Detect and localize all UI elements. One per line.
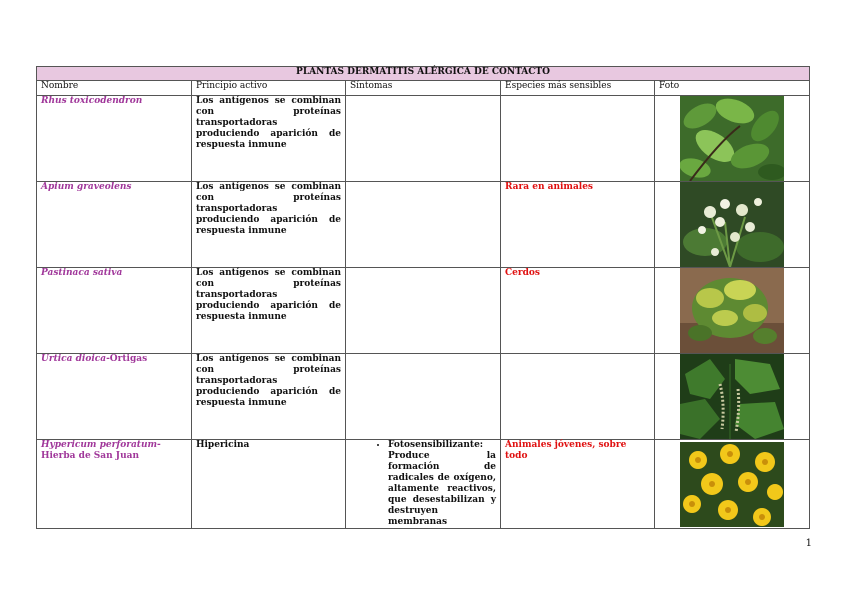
plant-name [37, 354, 192, 440]
plant-name-scientific: Urtica dioica [41, 354, 107, 364]
table-title: PLANTAS DERMATITIS ALÉRGICA DE CONTACTO [37, 67, 810, 81]
sensitive-species [501, 354, 655, 440]
photo-cell [655, 268, 810, 354]
active-principle: Los antígenos se combinan con proteínas transportadoras produciendo aparición de respuesta inmune [192, 268, 346, 354]
plant-name-common: -Hierba de San Juan [41, 440, 161, 461]
active-principle: Los antígenos se combinan con proteínas transportadoras produciendo aparición de respuesta inmune [192, 182, 346, 268]
active-principle: Hipericina [192, 440, 346, 529]
plant-name-scientific: Pastinaca sativa [41, 268, 123, 278]
plants-table [36, 66, 810, 529]
photo-cell [655, 440, 810, 529]
sensitive-species [501, 96, 655, 182]
symptom-item: • Fotosensibilizante: Produce la formación de radicales de oxígeno, altamente reactivos, que desestabilizan y destruyen membranas [388, 440, 496, 528]
table-header-row [37, 81, 810, 96]
plant-photo-hypericum [680, 442, 784, 527]
table-title-row [37, 67, 810, 81]
symptoms-cell [346, 182, 501, 268]
table-row [37, 268, 810, 354]
header-nombre: Nombre [37, 81, 192, 96]
symptoms-cell [346, 268, 501, 354]
plant-photo-urtica [680, 354, 784, 439]
table-row [37, 440, 810, 529]
header-foto: Foto [655, 81, 810, 96]
plant-name [37, 440, 192, 529]
plant-name-common: -Ortigas [106, 354, 148, 364]
plant-photo-pastinaca [680, 268, 784, 353]
symptoms-cell [346, 354, 501, 440]
symptoms-cell [346, 96, 501, 182]
plant-name [37, 182, 192, 268]
sensitive-species: Rara en animales [501, 182, 655, 268]
header-especies: Especies más sensibles [501, 81, 655, 96]
plant-name [37, 268, 192, 354]
table-row [37, 96, 810, 182]
page-number: 1 [805, 538, 812, 549]
photo-cell [655, 354, 810, 440]
symptoms-list [350, 440, 496, 528]
plant-name-scientific: Apium graveolens [41, 182, 132, 192]
table-row [37, 182, 810, 268]
symptoms-cell [346, 440, 501, 529]
photo-cell [655, 182, 810, 268]
table-row [37, 354, 810, 440]
plant-photo-rhus [680, 96, 784, 181]
plant-photo-apium [680, 182, 784, 267]
plant-name [37, 96, 192, 182]
plant-name-scientific: Hypericum perforatum [41, 440, 158, 450]
plant-name-scientific: Rhus toxicodendron [41, 96, 143, 106]
sensitive-species: Animales jóvenes, sobre todo [501, 440, 655, 529]
header-sintomas: Síntomas [346, 81, 501, 96]
active-principle: Los antígenos se combinan con proteínas transportadoras produciendo aparición de respuesta inmune [192, 354, 346, 440]
active-principle: Los antígenos se combinan con proteínas transportadoras produciendo aparición de respuesta inmune [192, 96, 346, 182]
photo-cell [655, 96, 810, 182]
sensitive-species: Cerdos [501, 268, 655, 354]
header-principio-activo: Principio activo [192, 81, 346, 96]
